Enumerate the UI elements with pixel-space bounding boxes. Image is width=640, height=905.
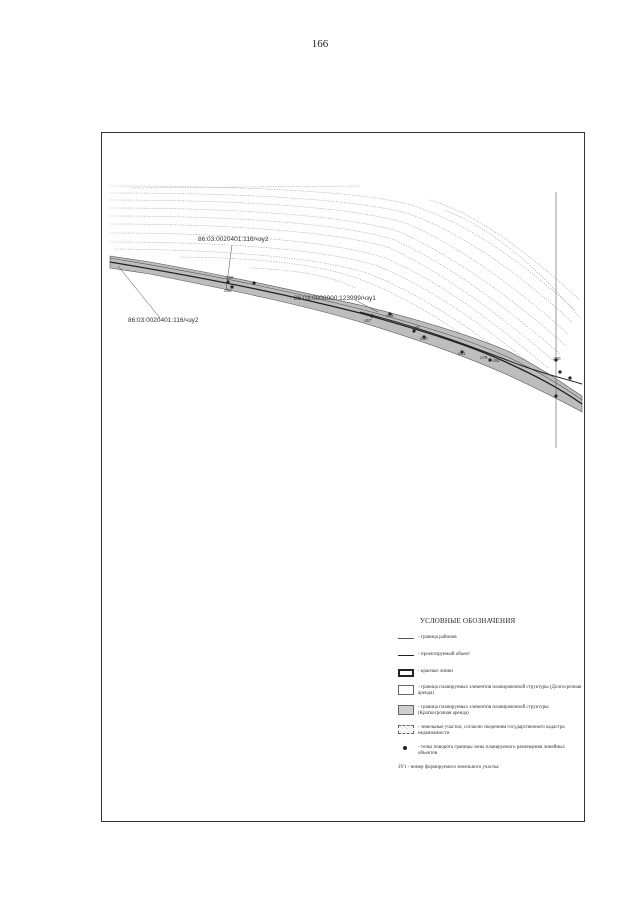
parcel-label-upper: 86:03:0020401:116/чзу2 [198,236,269,243]
point-label: о57 [364,318,372,323]
long-term-lease-box-symbol-icon [398,685,414,695]
legend-item-label: - граница планируемых элементов планировочной структуры (Краткосрочная аренда) [418,705,549,716]
legend-item [398,705,582,717]
parcel-label-mid: 86:03:0000000:123999/чзу1 [294,295,376,302]
bold-line-symbol-icon [398,652,414,661]
point-label: о80 [553,356,561,361]
point-label: о50 [420,336,428,341]
page-number: 166 [311,38,329,50]
red-line-box-symbol-icon [398,669,414,677]
point-label: о56 [224,288,232,293]
point-label: о55 [492,358,500,363]
point-label: о56 [226,275,234,280]
point-label: о78 [480,355,488,360]
cadastral-parcel-symbol-icon [398,725,414,734]
legend-item-label: - проектируемый объект [418,652,470,657]
cadastral-contours [110,186,580,380]
legend-item-label: - красные линии [418,669,453,674]
legend-title: УСЛОВНЫЕ ОБОЗНАЧЕНИЯ [420,617,516,625]
legend-item [398,669,582,677]
legend-item [398,685,582,697]
planned-corridor [110,256,582,412]
legend-item [398,725,582,737]
legend-code-note: ЗУ1 - номер формируемого земельного участка [398,765,499,770]
legend-item-label: - граница районов [418,635,457,640]
legend-item [398,635,582,644]
point-label: о49 [412,325,420,330]
parcel-label-left: 86:03:0020401:116/чзу2 [128,317,199,324]
short-term-lease-box-symbol-icon [398,705,414,715]
point-label: о51 [458,351,466,356]
map-legend [398,617,582,770]
legend-item [398,652,582,661]
legend-item [398,745,582,757]
turning-point-dot-icon [398,745,414,754]
point-label: о55 [386,313,394,318]
legend-item-label: - земельные участки, согласно сведениям государственного кадастра недвижимости [418,725,565,736]
legend-item-label: - граница планируемых элементов планировочной структуры (Долгосрочная аренда) [418,685,582,696]
thin-line-symbol-icon [398,635,414,644]
legend-item-label: - точка поворота границы зоны планируемого размещения линейных объектов [418,745,565,756]
